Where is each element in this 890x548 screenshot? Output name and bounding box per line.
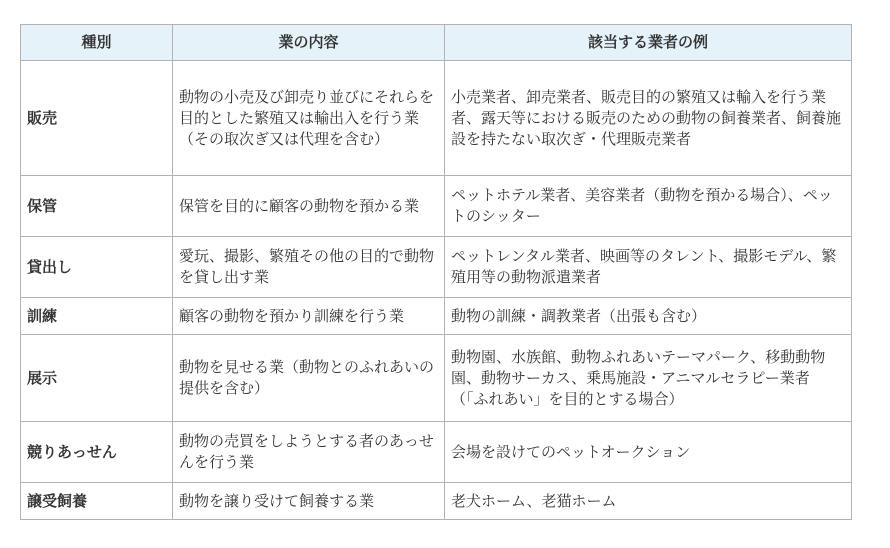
table-row [21, 298, 852, 335]
row-content: 愛玩、撮影、繁殖その他の目的で動物を貸し出す業 [173, 237, 445, 298]
header-kind: 種別 [21, 25, 173, 61]
row-content: 動物を見せる業（動物とのふれあいの提供を含む） [173, 335, 445, 422]
row-kind: 展示 [21, 335, 173, 422]
row-examples: 動物の訓練・調教業者（出張も含む） [445, 298, 852, 335]
header-examples: 該当する業者の例 [445, 25, 852, 61]
row-content: 顧客の動物を預かり訓練を行う業 [173, 298, 445, 335]
row-kind: 訓練 [21, 298, 173, 335]
table-row [21, 483, 852, 520]
table-header-row [21, 25, 852, 61]
row-kind: 販売 [21, 61, 173, 176]
row-examples: 動物園、水族館、動物ふれあいテーマパーク、移動動物園、動物サーカス、乗馬施設・アニマルセラピー業者（「ふれあい」を目的とする場合） [445, 335, 852, 422]
row-kind: 貸出し [21, 237, 173, 298]
row-kind: 競りあっせん [21, 422, 173, 483]
row-content: 動物の売買をしようとする者のあっせんを行う業 [173, 422, 445, 483]
table-row [21, 237, 852, 298]
row-examples: ペットレンタル業者、映画等のタレント、撮影モデル、繁殖用等の動物派遣業者 [445, 237, 852, 298]
table-row [21, 61, 852, 176]
row-kind: 保管 [21, 176, 173, 237]
table-row [21, 422, 852, 483]
business-type-table [20, 24, 852, 520]
row-examples: 老犬ホーム、老猫ホーム [445, 483, 852, 520]
row-examples: 会場を設けてのペットオークション [445, 422, 852, 483]
row-examples: 小売業者、卸売業者、販売目的の繁殖又は輸入を行う業者、露天等における販売のための動物の飼養業者、飼養施設を持たない取次ぎ・代理販売業者 [445, 61, 852, 176]
row-examples: ペットホテル業者、美容業者（動物を預かる場合）、ペットのシッター [445, 176, 852, 237]
table-row [21, 335, 852, 422]
header-content: 業の内容 [173, 25, 445, 61]
row-content: 動物を譲り受けて飼養する業 [173, 483, 445, 520]
business-type-table-container [20, 24, 851, 520]
row-kind: 譲受飼養 [21, 483, 173, 520]
row-content: 保管を目的に顧客の動物を預かる業 [173, 176, 445, 237]
row-content: 動物の小売及び卸売り並びにそれらを目的とした繁殖又は輸出入を行う業（その取次ぎ又は代理を含む） [173, 61, 445, 176]
table-row [21, 176, 852, 237]
